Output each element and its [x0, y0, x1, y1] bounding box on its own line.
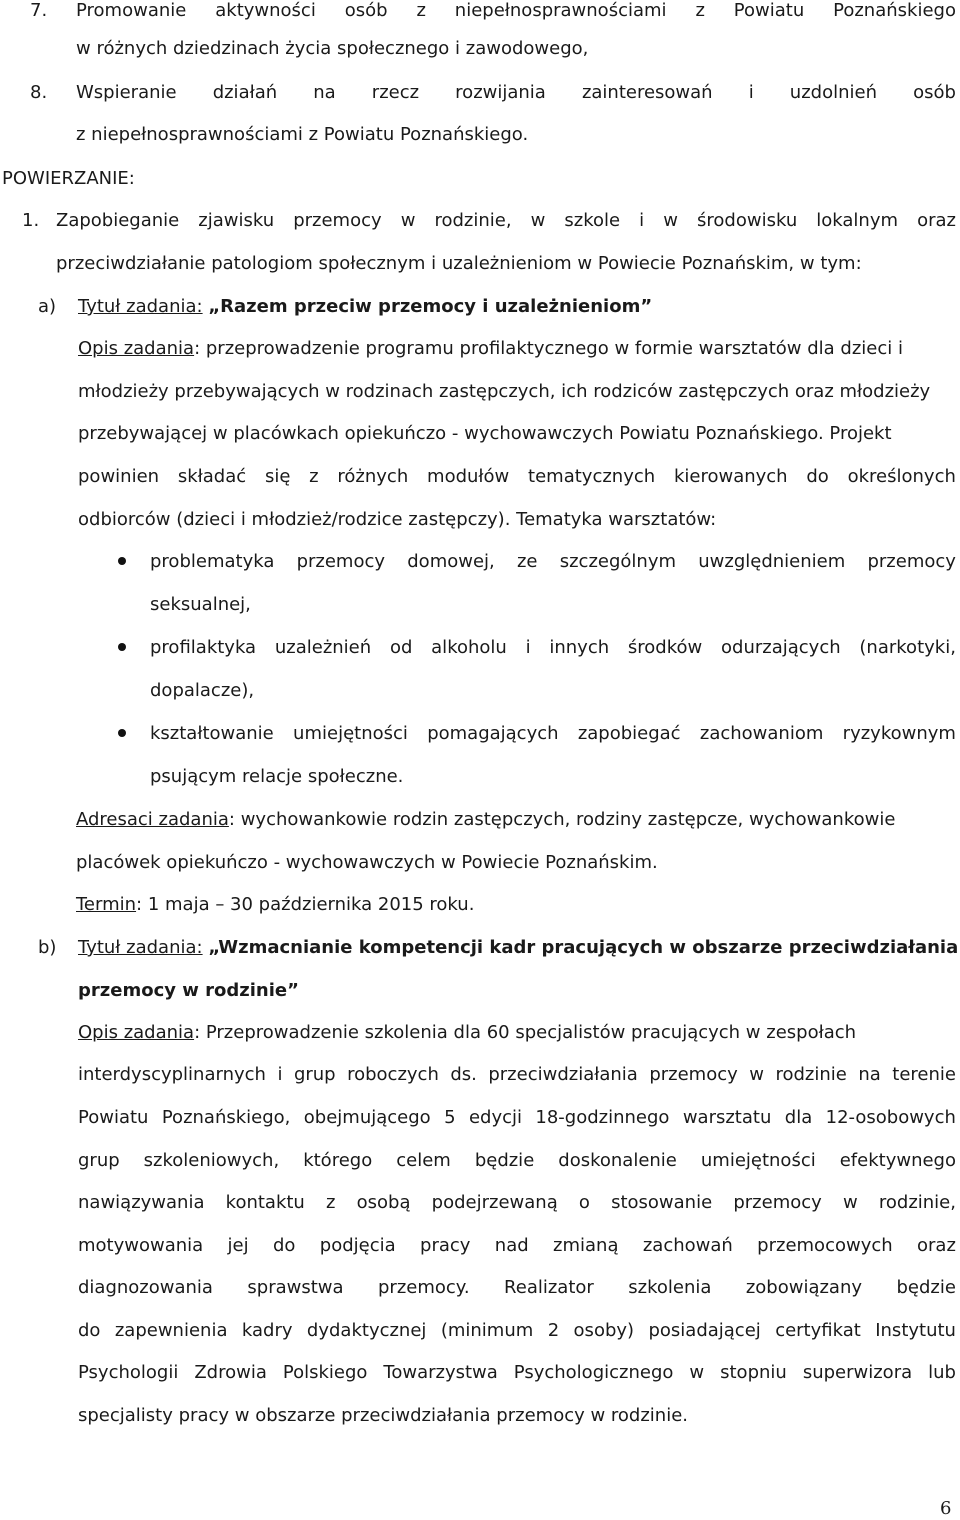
word: którego: [303, 1150, 373, 1171]
word: w: [400, 210, 416, 231]
word: Powiatu: [733, 0, 805, 21]
task-b-desc-line7: [78, 1277, 956, 1299]
word: oraz: [917, 1235, 956, 1256]
word: z: [416, 0, 426, 21]
word: rodzinie,: [878, 1192, 956, 1213]
word: szczególnym: [559, 551, 677, 572]
point-1-marker: 1.: [22, 210, 40, 231]
word: Zdrowia: [194, 1362, 267, 1383]
word: rodzinie: [775, 1064, 847, 1085]
bullet-3-line1: [150, 723, 956, 745]
task-a-desc-line5: odbiorców (dzieci i młodzież/rodzice zastępczy). Tematyka warsztatów:: [78, 509, 717, 530]
word: przemocy.: [378, 1277, 470, 1298]
task-a-deadline: Termin: 1 maja – 30 października 2015 roku.: [76, 894, 475, 915]
word: (narkotyki,: [859, 637, 956, 658]
word: działań: [212, 82, 278, 103]
word: zachowaniom: [699, 723, 824, 744]
word: dla: [784, 1107, 813, 1128]
task-b-title-label: Tytuł zadania:: [78, 937, 203, 958]
word: osoby): [573, 1320, 635, 1341]
task-b-title-line2: przemocy w rodzinie”: [78, 980, 299, 1001]
task-b-title-line1: [78, 937, 958, 959]
word: i: [525, 637, 531, 658]
word: będzie: [896, 1277, 956, 1298]
word: 12-osobowych: [825, 1107, 956, 1128]
task-b-desc-line10: specjalisty pracy w obszarze przeciwdziałania przemocy w rodzinie.: [78, 1405, 689, 1426]
word: szkoleniowych,: [143, 1150, 280, 1171]
word: domowej,: [407, 551, 495, 572]
word: uwzględnieniem: [698, 551, 846, 572]
word: środków: [627, 637, 703, 658]
word: problematyka: [150, 551, 275, 572]
task-b-desc-line3: [78, 1107, 956, 1129]
task-b-desc-line8: [78, 1320, 956, 1342]
word: z: [326, 1192, 336, 1213]
word: 18-godzinnego: [535, 1107, 670, 1128]
word: zapobiegać: [577, 723, 681, 744]
word: przemocy: [649, 1064, 738, 1085]
word: ze: [516, 551, 538, 572]
word: zmianą: [553, 1235, 619, 1256]
word: zobowiązany: [745, 1277, 863, 1298]
word: superwizora: [802, 1362, 913, 1383]
word: się: [264, 466, 291, 487]
word: zainteresowań: [581, 82, 713, 103]
word: podjęcia: [319, 1235, 396, 1256]
word: obejmującego: [303, 1107, 431, 1128]
word: Wspieranie: [76, 82, 177, 103]
word: sprawstwa: [247, 1277, 344, 1298]
word: Instytutu: [875, 1320, 956, 1341]
word: rodzinie,: [434, 210, 512, 231]
word: efektywnego: [839, 1150, 956, 1171]
word: z: [695, 0, 705, 21]
bullet-3-line2: psującym relacje społeczne.: [150, 766, 404, 787]
word: doskonalenie: [558, 1150, 677, 1171]
task-a-recipients-line1: Adresaci zadania: wychowankowie rodzin zastępczych, rodziny zastępcze, wychowankowie: [76, 809, 896, 830]
word: ds.: [450, 1064, 477, 1085]
word: nad: [494, 1235, 529, 1256]
list-item-7-line2: w różnych dziedzinach życia społecznego i zawodowego,: [76, 38, 589, 59]
task-a-recipients-label: Adresaci zadania: [76, 809, 229, 830]
word: terenie: [892, 1064, 956, 1085]
word: celem: [396, 1150, 451, 1171]
word: motywowania: [78, 1235, 204, 1256]
bullet-1-line1: [150, 551, 956, 573]
bullet-1-line2: seksualnej,: [150, 594, 251, 615]
word: lub: [928, 1362, 956, 1383]
word: Powiatu: [78, 1107, 149, 1128]
word: i: [277, 1064, 283, 1085]
word: zapewnienia: [114, 1320, 228, 1341]
word: na: [313, 82, 336, 103]
word: jej: [227, 1235, 249, 1256]
word: w: [689, 1362, 705, 1383]
word: do: [806, 466, 829, 487]
word: (minimum: [440, 1320, 534, 1341]
word: przemocy: [293, 210, 382, 231]
task-a-recipients-line2: placówek opiekuńczo - wychowawczych w Powiecie Poznańskim.: [76, 852, 658, 873]
word: składać: [177, 466, 247, 487]
word: lokalnym: [816, 210, 899, 231]
task-b-desc-line2: [78, 1064, 956, 1086]
word: na: [858, 1064, 881, 1085]
word: umiejętności: [700, 1150, 816, 1171]
word: przemocy: [296, 551, 386, 572]
word: oraz: [917, 210, 956, 231]
task-b-desc-line4: [78, 1150, 956, 1172]
word: stopniu: [720, 1362, 787, 1383]
bullet-2-line1: [150, 637, 956, 659]
word: od: [389, 637, 413, 658]
word: roboczych: [347, 1064, 439, 1085]
list-item-8-line1: [76, 82, 956, 104]
word: Realizator: [504, 1277, 594, 1298]
word: diagnozowania: [78, 1277, 213, 1298]
word: przemocowych: [757, 1235, 893, 1256]
word: szkole: [564, 210, 621, 231]
word: o: [578, 1192, 590, 1213]
word: osobą: [356, 1192, 411, 1213]
word: podejrzewaną: [431, 1192, 558, 1213]
word: nawiązywania: [78, 1192, 205, 1213]
task-a-title-label: Tytuł zadania:: [78, 296, 203, 317]
word: niepełnosprawnościami: [454, 0, 667, 21]
word: certyfikat: [775, 1320, 861, 1341]
list-marker-8: 8.: [30, 82, 48, 103]
bullet-2-icon: [118, 643, 126, 651]
word: 2: [547, 1320, 560, 1341]
word: pomagających: [427, 723, 559, 744]
word: odurzających: [721, 637, 841, 658]
word: pracy: [420, 1235, 471, 1256]
word: określonych: [847, 466, 956, 487]
word: i: [639, 210, 645, 231]
task-a-desc-line2: młodzieży przebywających w rodzinach zastępczych, ich rodziców zastępczych oraz młodzieży: [78, 381, 931, 402]
word: osób: [344, 0, 388, 21]
task-a-desc-line4: [78, 466, 956, 488]
word: umiejętności: [293, 723, 408, 744]
word: kontaktu: [225, 1192, 305, 1213]
word: kształtowanie: [150, 723, 274, 744]
section-heading: POWIERZANIE:: [2, 168, 135, 189]
list-item-7-line1: [76, 0, 956, 22]
task-b-title: „Wzmacnianie kompetencji kadr pracujących w obszarze przeciwdziałania: [208, 937, 959, 958]
word: w: [663, 210, 678, 231]
word: rzecz: [371, 82, 420, 103]
word: interdyscyplinarnych: [78, 1064, 266, 1085]
task-a-desc-line3: przebywającej w placówkach opiekuńczo - wychowawczych Powiatu Poznańskiego. Projekt: [78, 423, 892, 444]
word: w: [749, 1064, 764, 1085]
word: alkoholu: [431, 637, 507, 658]
word: ryzykownym: [842, 723, 956, 744]
word: Towarzystwa: [383, 1362, 498, 1383]
task-a-marker: a): [38, 296, 57, 317]
task-b-desc-line5: [78, 1192, 956, 1214]
word: uzdolnień: [789, 82, 877, 103]
task-a-desc-line1: Opis zadania: przeprowadzenie programu profilaktycznego w formie warsztatów dla dzieci i: [78, 338, 903, 359]
word: profilaktyka: [150, 637, 257, 658]
word: Psychologii: [78, 1362, 179, 1383]
word: rozwijania: [455, 82, 546, 103]
word: będzie: [474, 1150, 535, 1171]
word: zjawisku: [198, 210, 275, 231]
list-marker-7: 7.: [30, 0, 48, 21]
word: różnych: [337, 466, 409, 487]
list-item-8-line2: z niepełnosprawnościami z Powiatu Poznańskiego.: [76, 124, 529, 145]
task-a-desc-label: Opis zadania: [78, 338, 195, 359]
task-a-title: „Razem przeciw przemocy i uzależnieniom”: [208, 296, 653, 317]
word: Psychologicznego: [513, 1362, 674, 1383]
word: zachowań: [642, 1235, 733, 1256]
word: edycji: [468, 1107, 522, 1128]
word: 5: [444, 1107, 456, 1128]
point-1-line2: przeciwdziałanie patologiom społecznym i uzależnieniom w Powiecie Poznańskim, w tym:: [56, 253, 862, 274]
word: tematycznych: [528, 466, 656, 487]
word: modułów: [427, 466, 510, 487]
word: powinien: [78, 466, 160, 487]
word: innych: [549, 637, 610, 658]
word: w: [530, 210, 546, 231]
point-1-line1: [56, 210, 956, 232]
word: przemocy: [733, 1192, 822, 1213]
bullet-3-icon: [118, 729, 126, 737]
word: przemocy: [867, 551, 956, 572]
word: Poznańskiego,: [161, 1107, 291, 1128]
word: kierowanych: [673, 466, 788, 487]
word: posiadającej: [648, 1320, 761, 1341]
word: szkolenia: [628, 1277, 712, 1298]
bullet-1-icon: [118, 557, 126, 565]
word: z: [309, 466, 319, 487]
task-b-desc-label: Opis zadania: [78, 1022, 195, 1043]
page-number: 6: [940, 1498, 952, 1519]
word: warsztatu: [682, 1107, 772, 1128]
word: grup: [293, 1064, 336, 1085]
word: przeciwdziałania: [488, 1064, 638, 1085]
word: do: [272, 1235, 296, 1256]
bullet-2-line2: dopalacze),: [150, 680, 255, 701]
word: stosowanie: [611, 1192, 713, 1213]
word: aktywności: [215, 0, 316, 21]
word: w: [842, 1192, 858, 1213]
word: osób: [913, 82, 956, 103]
task-b-desc-line1: Opis zadania: Przeprowadzenie szkolenia dla 60 specjalistów pracujących w zespołach: [78, 1022, 857, 1043]
word: Promowanie: [76, 0, 187, 21]
task-a-deadline-label: Termin: [76, 894, 137, 915]
task-b-marker: b): [38, 937, 57, 958]
word: i: [748, 82, 754, 103]
task-a-title-line: [78, 296, 652, 318]
word: grup: [78, 1150, 120, 1171]
word: Poznańskiego: [833, 0, 956, 21]
word: uzależnień: [274, 637, 372, 658]
task-b-desc-line6: [78, 1235, 956, 1257]
word: dydaktycznej: [306, 1320, 427, 1341]
word: Zapobieganie: [56, 210, 180, 231]
word: do: [78, 1320, 101, 1341]
task-b-desc-line9: [78, 1362, 956, 1384]
word: kadry: [241, 1320, 293, 1341]
word: Polskiego: [282, 1362, 368, 1383]
word: środowisku: [697, 210, 798, 231]
